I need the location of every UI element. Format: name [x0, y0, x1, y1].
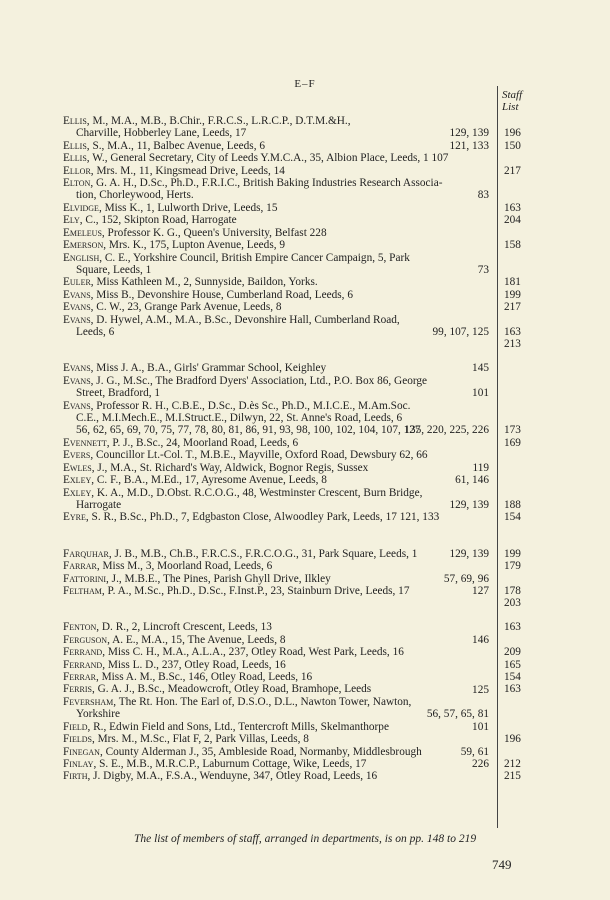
- page-header: E–F: [294, 78, 316, 90]
- index-entry: [63, 757, 521, 770]
- entry-page-refs: 129, 139: [449, 498, 489, 511]
- entry-staff-page: 163: [504, 201, 521, 214]
- entry-text: , Miss J. A., B.A., Girls' Grammar School, Keighley: [90, 362, 327, 375]
- column-rule: [497, 86, 498, 828]
- entry-surname: Ferris: [63, 683, 92, 696]
- entry-page-refs: 56, 57, 65, 81: [426, 708, 489, 721]
- entry-text: , J., M.B.E., The Pines, Parish Ghyll Drive, Ilkley: [106, 572, 331, 585]
- entry-line: [63, 511, 493, 523]
- entry-surname: Evans: [63, 288, 91, 301]
- index-entry: [63, 746, 493, 758]
- entry-text: , D. R., 2, Lincroft Crescent, Leeds, 13: [96, 621, 272, 634]
- entry-line: [63, 770, 493, 782]
- entry-line: [63, 276, 493, 288]
- entry-text: , Mrs. M., M.Sc., Flat F, 2, Park Villas, Leeds, 8: [91, 733, 309, 746]
- entry-text: , Miss C. H., M.A., A.L.A., 237, Otley Road, West Park, Leeds, 16: [102, 646, 404, 659]
- entry-text: , G. A. H., D.Sc., Ph.D., F.R.I.C., British Baking Industries Research Associa-: [90, 177, 443, 190]
- entry-surname: Field: [63, 720, 88, 733]
- entry-staff-page: 165: [504, 658, 521, 671]
- entry-line: [63, 314, 493, 326]
- index-entry: [63, 115, 521, 140]
- entry-surname: Ferrar: [63, 671, 96, 684]
- staff-list-label: [502, 89, 542, 113]
- index-entry: [63, 375, 493, 400]
- entry-text: , County Alderman J., 35, Ambleside Road, Normanby, Middlesbrough: [99, 745, 422, 758]
- entry-staff-page: 163: [504, 683, 521, 696]
- index-entry: [63, 362, 493, 374]
- entry-page-refs: 99, 107, 125: [432, 325, 489, 338]
- entry-text: , K. A., M.D., D.Obst. R.C.O.G., 48, Westminster Crescent, Burn Bridge,: [91, 486, 423, 499]
- index-entry: [63, 560, 521, 573]
- entry-surname: Ferrand: [63, 646, 103, 659]
- entry-text: , S. R., B.Sc., Ph.D., 7, Edgbaston Close, Alwoodley Park, Leeds, 17 121, 133: [85, 511, 440, 524]
- index-entry: [63, 152, 493, 164]
- entry-line: [63, 560, 493, 572]
- entry-line: [63, 301, 493, 313]
- entry-staff-page: 150: [504, 139, 521, 152]
- index-entry: [63, 227, 493, 239]
- entry-text: , C. F., B.A., M.Ed., 17, Ayresome Avenue, Leeds, 8: [91, 474, 327, 487]
- entry-text: , M., M.A., M.B., B.Chir., F.R.C.S., L.R.C.P., D.T.M.&H.,: [86, 115, 351, 127]
- entry-line: [63, 289, 493, 301]
- entry-text: , J., M.A., St. Richard's Way, Aldwick, Bognor Regis, Sussex: [91, 461, 369, 474]
- entry-staff-page: 188: [504, 498, 521, 511]
- entry-page-refs: 129, 139: [449, 547, 489, 560]
- entry-page-refs: 101: [472, 387, 489, 400]
- entry-line: [63, 437, 493, 449]
- entry-page-refs: 83: [477, 189, 489, 202]
- entry-staff-page: 204: [504, 214, 521, 227]
- entry-staff-page: 212: [504, 757, 521, 770]
- entry-text: , R., Edwin Field and Sons, Ltd., Tentercroft Mills, Skelmanthorpe: [87, 720, 389, 733]
- entry-page-refs: 101: [472, 720, 489, 733]
- entry-text: , Miss B., Devonshire House, Cumberland Road, Leeds, 6: [90, 288, 353, 301]
- entry-continuation: Yorkshire: [76, 708, 121, 721]
- entry-surname: Feversham: [63, 695, 114, 708]
- footnote: The list of members of staff, arranged in departments, is on pp. 148 to 219: [133, 833, 477, 845]
- index-entry: [63, 683, 521, 696]
- entry-page-refs: 121, 133: [449, 139, 489, 152]
- entry-surname: Ewles: [63, 461, 92, 474]
- entry-continuation: Street, Bradford, 1: [76, 387, 161, 400]
- entry-surname: Emerson: [63, 239, 104, 252]
- entry-line: [63, 400, 493, 412]
- entry-surname: Evans: [63, 399, 91, 412]
- entry-staff-page: 178 203: [504, 585, 521, 610]
- entry-surname: Fenton: [63, 621, 97, 634]
- entry-page-refs: 125: [472, 683, 489, 696]
- index-entry: [63, 239, 521, 252]
- index-entry: [63, 436, 521, 449]
- index-entry: [63, 177, 493, 202]
- entry-surname: Euler: [63, 276, 91, 289]
- entry-surname: Eyre: [63, 511, 86, 524]
- entry-text: , C., 152, Skipton Road, Harrogate: [79, 214, 237, 227]
- entry-page-refs: 127: [472, 585, 489, 598]
- index-entry: [63, 585, 521, 610]
- entry-surname: Evans: [63, 301, 91, 314]
- index-entry: [63, 634, 493, 646]
- index-entry: [63, 288, 521, 301]
- entry-line: [63, 659, 493, 671]
- entry-text: , A. E., M.A., 15, The Avenue, Leeds, 8: [107, 633, 286, 646]
- entry-surname: Evers: [63, 449, 91, 462]
- entry-line: [63, 621, 493, 633]
- entry-text: , P. J., B.Sc., 24, Moorland Road, Leeds, 6: [106, 436, 299, 449]
- entry-surname: Evans: [63, 374, 91, 387]
- index-entry: [63, 696, 493, 721]
- entry-page-refs: 57, 69, 96: [443, 572, 489, 585]
- entry-surname: Finlay: [63, 757, 94, 770]
- entry-staff-page: 158: [504, 239, 521, 252]
- index-entry: [63, 733, 521, 746]
- index-entry: [63, 671, 521, 684]
- entry-line: [63, 449, 493, 461]
- entry-text: , J. B., M.B., Ch.B., F.R.C.S., F.R.C.O.G., 31, Park Square, Leeds, 1: [108, 547, 418, 560]
- entry-line: [63, 165, 493, 177]
- entry-text: , S. E., M.B., M.R.C.P., Laburnum Cottage, Wike, Leeds, 17: [93, 757, 367, 770]
- entry-page-refs: 146: [472, 633, 489, 646]
- staff-label-line-1: Staff: [502, 89, 523, 101]
- entry-text: , D. Hywel, A.M., M.A., B.Sc., Devonshire Hall, Cumberland Road,: [90, 313, 400, 326]
- entry-surname: Farrar: [63, 560, 97, 573]
- entry-line: [63, 152, 493, 164]
- index-entry: [63, 547, 521, 560]
- index-entry: [63, 276, 521, 289]
- entry-surname: Exley: [63, 474, 92, 487]
- entry-text: , W., General Secretary, City of Leeds Y.M.C.A., 35, Albion Place, Leeds, 1 107: [86, 152, 449, 165]
- entry-page-refs: 61, 146: [455, 474, 489, 487]
- index-entry: [63, 301, 521, 314]
- entry-line: [63, 239, 493, 251]
- entry-text: , Miss M., 3, Moorland Road, Leeds, 6: [96, 560, 273, 573]
- entry-staff-page: 196: [504, 127, 521, 140]
- entry-text: , J. G., M.Sc., The Bradford Dyers' Association, Ltd., P.O. Box 86, George: [90, 374, 428, 387]
- entry-surname: Farquhar: [63, 547, 109, 560]
- page-number: 749: [492, 857, 512, 872]
- entry-page-refs: 119: [472, 461, 489, 474]
- entry-line: [63, 214, 493, 226]
- entry-staff-page: 163 213: [504, 325, 521, 351]
- entry-page-refs: 145: [472, 362, 489, 375]
- index-entry: [63, 139, 521, 152]
- entry-page-refs: 59, 61: [460, 745, 489, 758]
- entry-line: [63, 177, 493, 189]
- index-entry: [63, 770, 521, 783]
- entry-line: [63, 115, 493, 127]
- entry-staff-page: 163: [504, 621, 521, 634]
- entry-text: , Professor K. G., Queen's University, Belfast 228: [101, 226, 327, 239]
- index-entry: [63, 658, 521, 671]
- entry-surname: Evans: [63, 362, 91, 375]
- section-gap: [63, 524, 493, 548]
- entry-continuation: Harrogate: [76, 498, 122, 511]
- section-gap: [63, 597, 493, 621]
- entry-text: , P. A., M.Sc., Ph.D., D.Sc., F.Inst.P., 23, Stainburn Drive, Leeds, 17: [101, 585, 410, 598]
- entry-staff-page: 217: [504, 301, 521, 314]
- entry-surname: Ferguson: [63, 633, 108, 646]
- entry-surname: Ferrand: [63, 658, 103, 671]
- entry-text: , Miss A. M., B.Sc., 146, Otley Road, Leeds, 16: [95, 671, 313, 684]
- entry-line: [63, 671, 493, 683]
- index-entry: [63, 313, 521, 351]
- entry-line: [63, 375, 493, 387]
- entry-surname: Ellis: [63, 139, 87, 152]
- entry-continuation: 56, 62, 65, 69, 70, 75, 77, 78, 80, 81, 86, 91, 93, 98, 100, 102, 104, 107, 127: [76, 424, 421, 437]
- entry-continuation: tion, Chorleywood, Herts.: [76, 189, 194, 202]
- entry-text: , Councillor Lt.-Col. T., M.B.E., Mayville, Oxford Road, Dewsbury 62, 66: [90, 449, 428, 462]
- entry-staff-page: 154: [504, 511, 521, 524]
- entry-line: [63, 733, 493, 745]
- entry-line: [63, 227, 493, 239]
- entry-line: [63, 252, 493, 264]
- entry-surname: English: [63, 251, 100, 264]
- index-entry: [63, 474, 493, 486]
- entry-staff-page: 181: [504, 276, 521, 289]
- index-entry: [63, 164, 521, 177]
- entry-surname: Ellis: [63, 115, 87, 127]
- entry-surname: Firth: [63, 770, 88, 783]
- entry-staff-page: 196: [504, 733, 521, 746]
- index-entry: [63, 201, 521, 214]
- entry-surname: Fields: [63, 733, 92, 746]
- entry-surname: Evennett: [63, 436, 107, 449]
- entry-page-refs: 73: [477, 263, 489, 276]
- entry-staff-page: 173: [504, 424, 521, 437]
- staff-label-line-2: List: [502, 101, 519, 113]
- index-entry: [63, 214, 521, 227]
- entry-text: , Miss K., 1, Lulworth Drive, Leeds, 15: [98, 201, 278, 214]
- entry-surname: Finegan: [63, 745, 100, 758]
- entry-line: [63, 646, 493, 658]
- entry-surname: Emeleus: [63, 226, 102, 239]
- section-gap: [63, 338, 493, 362]
- entry-surname: Exley: [63, 486, 92, 499]
- entry-continuation: Leeds, 6: [76, 325, 115, 338]
- entry-surname: Ely: [63, 214, 80, 227]
- index-entries: [63, 115, 521, 783]
- entry-surname: Elton: [63, 177, 91, 190]
- entry-surname: Ellis: [63, 152, 87, 165]
- entry-text: , G. A. J., B.Sc., Meadowcroft, Otley Road, Bramhope, Leeds: [91, 683, 372, 696]
- entry-surname: Fattorini: [63, 572, 107, 585]
- index-entry: [63, 646, 521, 659]
- index-entry: [63, 399, 521, 437]
- index-entry: [63, 511, 521, 524]
- entry-staff-page: 215: [504, 770, 521, 783]
- entry-surname: Elvidge: [63, 201, 99, 214]
- index-entry: [63, 621, 521, 634]
- index-entry: [63, 721, 493, 733]
- entry-text: , The Rt. Hon. The Earl of, D.S.O., D.L., Nawton Tower, Nawton,: [113, 695, 412, 708]
- entry-text: , Mrs. K., 175, Lupton Avenue, Leeds, 9: [103, 239, 286, 252]
- entry-line: [63, 696, 493, 708]
- entry-staff-page: 217: [504, 164, 521, 177]
- entry-continuation: C.E., M.I.Mech.E., M.I.Struct.E., Dilwyn, 22, St. Anne's Road, Leeds, 6: [76, 412, 403, 425]
- entry-surname: Evans: [63, 313, 91, 326]
- entry-text: , Mrs. M., 11, Kingsmead Drive, Leeds, 14: [90, 164, 285, 177]
- entry-staff-page: 169: [504, 436, 521, 449]
- entry-continuation: Square, Leeds, 1: [76, 263, 152, 276]
- entry-text: , C. W., 23, Grange Park Avenue, Leeds, 8: [90, 301, 282, 314]
- entry-staff-page: 199: [504, 547, 521, 560]
- entry-surname: Feltham: [63, 585, 102, 598]
- entry-text: , C. E., Yorkshire Council, British Empire Cancer Campaign, 5, Park: [99, 251, 410, 264]
- entry-surname: Ellor: [63, 164, 91, 177]
- index-entry: [63, 449, 493, 461]
- entry-text: , Miss L. D., 237, Otley Road, Leeds, 16: [102, 658, 286, 671]
- index-entry: [63, 252, 493, 277]
- entry-line: [63, 202, 493, 214]
- index-entry: [63, 486, 521, 512]
- entry-staff-page: 179: [504, 560, 521, 573]
- index-entry: [63, 462, 493, 474]
- entry-text: , S., M.A., 11, Balbec Avenue, Leeds, 6: [86, 139, 266, 152]
- entry-text: , Miss Kathleen M., 2, Sunnyside, Baildon, Yorks.: [90, 276, 318, 289]
- entry-line: [63, 487, 493, 499]
- entry-page-refs: 135, 220, 225, 226: [404, 424, 489, 437]
- entry-staff-page: 209: [504, 646, 521, 659]
- entry-page-refs: 129, 139: [449, 127, 489, 140]
- entry-text: , Professor R. H., C.B.E., D.Sc., D.ès Sc., Ph.D., M.I.C.E., M.Am.Soc.: [90, 399, 411, 412]
- entry-staff-page: 199: [504, 288, 521, 301]
- entry-text: , J. Digby, M.A., F.S.A., Wenduyne, 347, Otley Road, Leeds, 16: [87, 770, 378, 783]
- entry-staff-page: 154: [504, 671, 521, 684]
- entry-page-refs: 226: [472, 758, 489, 770]
- index-entry: [63, 573, 493, 585]
- entry-continuation: Charville, Hobberley Lane, Leeds, 17: [76, 127, 247, 140]
